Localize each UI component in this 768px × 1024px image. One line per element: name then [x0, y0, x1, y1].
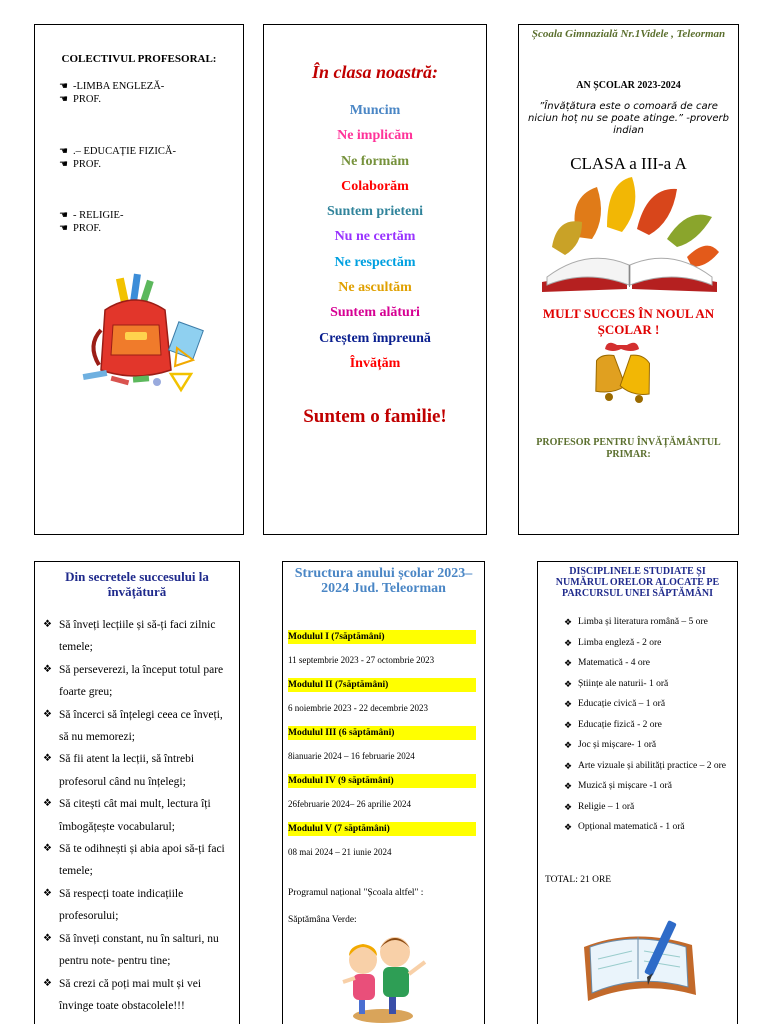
class-value-item: Colaborăm: [341, 178, 409, 194]
our-class-title: În clasa noastră:: [311, 62, 439, 82]
subject-item: [564, 674, 733, 695]
school-name: Școala Gimnazială Nr.1Videle , Teleorman: [531, 28, 726, 40]
extra-programs: [288, 880, 478, 934]
success-tip-item: [43, 704, 233, 749]
success-wish: MULT SUCCES ÎN NOUL AN ȘCOLAR !: [542, 306, 715, 337]
diamond-bullet-icon: ❖: [43, 843, 52, 855]
diamond-bullet-icon: ❖: [43, 887, 52, 899]
subject-item: [564, 694, 733, 715]
diamond-bullet-icon: ❖: [43, 798, 52, 810]
panel-our-class: [263, 24, 487, 535]
success-tip-item: [43, 659, 233, 704]
diamond-bullet-icon: ❖: [564, 719, 573, 730]
diamond-bullet-icon: ❖: [43, 977, 52, 989]
diamond-bullet-icon: ❖: [564, 822, 573, 832]
class-value-item: Suntem alături: [330, 305, 420, 321]
panel-subjects-hours: [537, 561, 738, 1024]
success-tip-text: Să încerci să înțelegi ceea ce înveți, să nu memorezi;: [59, 708, 223, 744]
subject-text: Limba engleză - 2 ore: [578, 637, 662, 648]
pointing-hand-icon: ☚: [59, 94, 68, 105]
diamond-bullet-icon: ❖: [564, 637, 573, 648]
diamond-bullet-icon: ❖: [564, 658, 573, 668]
subject-text: Limba și literatura română – 5 ore: [578, 617, 708, 627]
diamond-bullet-icon: ❖: [564, 781, 573, 791]
diamond-bullet-icon: ❖: [564, 678, 573, 689]
subject-item: [564, 797, 733, 818]
success-tip-text: Să crezi că poți mai mult și vei învinge toate obstacolele!!!: [59, 977, 202, 1012]
subject-item: [564, 776, 733, 797]
module-dates: 8ianuarie 2024 – 16 februarie 2024: [288, 751, 415, 761]
diamond-bullet-icon: ❖: [43, 708, 52, 720]
teacher-subject: -LIMBA ENGLEZĂ-: [73, 81, 165, 92]
subject-text: Matematică - 4 ore: [578, 658, 651, 668]
kids-illustration: [333, 932, 433, 1024]
diamond-bullet-icon: ❖: [564, 760, 573, 771]
subject-item: [564, 715, 733, 736]
notebook-pen-illustration: [574, 917, 704, 1007]
success-tip-text: Să înveți lecțiile și să-ți faci zilnic temele;: [59, 619, 216, 654]
panel-school-year-structure: [282, 561, 485, 1024]
subject-item: [564, 817, 733, 838]
subject-item: [564, 756, 733, 777]
success-tip-text: Să înveți constant, nu în salturi, nu pentru note- pentru tine;: [59, 932, 219, 968]
success-tips-list: [43, 614, 233, 1017]
teacher-subject: - RELIGIE-: [73, 210, 124, 221]
diamond-bullet-icon: ❖: [564, 801, 573, 812]
success-tip-text: Să fii atent la lecții, să întrebi profesorul când nu înțelegi;: [59, 753, 195, 788]
teacher-group: [59, 80, 164, 106]
module-name: Modulul V (7 săptămâni): [288, 822, 476, 836]
success-tip-text: Să perseverezi, la început totul pare foarte greu;: [59, 663, 224, 699]
subject-text: Religie – 1 oră: [578, 801, 635, 812]
total-hours: TOTAL: 21 ORE: [545, 875, 612, 885]
success-secrets-title: Din secretele succesului la învățătură: [65, 569, 209, 599]
success-tip-item: [43, 883, 233, 928]
module-name: Modulul I (7săptămâni): [288, 630, 476, 644]
subject-item: [564, 612, 733, 633]
class-value-item: Muncim: [349, 103, 401, 118]
success-tip-item: [43, 838, 233, 883]
class-name: CLASA a III-a A: [570, 154, 687, 173]
teacher-group: [59, 145, 176, 171]
pointing-hand-icon: ☚: [59, 210, 68, 221]
teacher-prof: PROF.: [73, 159, 102, 170]
modules-list: [288, 630, 476, 870]
school-bag-illustration: [75, 270, 205, 395]
module-name: Modulul IV (9 săptămâni): [288, 774, 476, 788]
teacher-prof: PROF.: [73, 223, 102, 234]
diamond-bullet-icon: ❖: [564, 740, 573, 750]
class-values-list: [264, 101, 486, 379]
subject-item: [564, 633, 733, 654]
module-dates: 26februarie 2024– 26 aprilie 2024: [288, 799, 411, 809]
class-value-item: Ne implicăm: [337, 128, 413, 144]
subject-text: Opțional matematică - 1 oră: [578, 822, 685, 832]
class-value-item: Creștem împreună: [319, 330, 431, 346]
class-value-item: Ne ascultăm: [338, 280, 412, 296]
primary-teacher-label: PROFESOR PENTRU ÎNVĂȚĂMÂNTUL PRIMAR:: [536, 437, 721, 460]
diamond-bullet-icon: ❖: [564, 617, 573, 627]
diamond-bullet-icon: ❖: [43, 753, 52, 765]
proverb-quote: ”Învățătura este o comoară de care niciun hoț nu se poate atinge.” -proverb indian: [528, 101, 729, 136]
school-year: AN ȘCOLAR 2023-2024: [576, 80, 681, 91]
bells-icon: [587, 339, 659, 409]
teachers-title: COLECTIVUL PROFESORAL:: [61, 53, 217, 65]
diamond-bullet-icon: ❖: [43, 932, 52, 944]
green-week: Săptămâna Verde:: [288, 915, 357, 925]
subject-text: Științe ale naturii- 1 oră: [578, 678, 669, 689]
success-tip-text: Să citești cât mai mult, lectura îți îmbogățește vocabularul;: [59, 798, 211, 833]
success-tip-item: [43, 973, 233, 1018]
school-different-program: Programul național "Școala altfel" :: [288, 888, 424, 898]
diamond-bullet-icon: ❖: [43, 619, 52, 630]
module-name: Modulul II (7săptămâni): [288, 678, 476, 692]
class-value-item: Nu ne certăm: [334, 229, 416, 245]
subject-text: Muzică și mișcare -1 oră: [578, 781, 672, 791]
class-value-item: Ne formăm: [340, 153, 410, 169]
structure-title: Structura anului școlar 2023– 2024 Jud. Teleorman: [294, 566, 473, 596]
success-tip-item: [43, 928, 233, 973]
success-tip-text: Să respecți toate indicațiile profesorului;: [59, 887, 184, 923]
subject-item: [564, 735, 733, 756]
success-tip-item: [43, 748, 233, 793]
pointing-hand-icon: ☚: [59, 223, 68, 234]
success-tip-item: [43, 614, 233, 659]
teacher-prof: PROF.: [73, 94, 102, 105]
panel-success-secrets: [34, 561, 240, 1024]
open-book-leaves-illustration: [537, 177, 722, 295]
subject-text: Educație civică – 1 oră: [578, 699, 666, 709]
module-dates: 6 noiembrie 2023 - 22 decembrie 2023: [288, 703, 428, 713]
success-tip-text: Să te odihnești și abia apoi să-ți faci temele;: [59, 843, 225, 878]
success-tip-item: [43, 793, 233, 838]
pointing-hand-icon: ☚: [59, 81, 68, 92]
diamond-bullet-icon: ❖: [43, 663, 52, 675]
subject-item: [564, 653, 733, 674]
class-value-item: Învățăm: [349, 355, 401, 371]
subject-text: Arte vizuale și abilități practice – 2 ore: [578, 760, 726, 771]
family-slogan: Suntem o familie!: [303, 406, 447, 427]
teacher-group: [59, 209, 123, 235]
teacher-subject: .– EDUCAȚIE FIZICĂ-: [73, 146, 176, 157]
module-dates: 08 mai 2024 – 21 iunie 2024: [288, 847, 392, 857]
subject-text: Joc și mișcare- 1 oră: [578, 740, 657, 750]
subjects-title: DISCIPLINELE STUDIATE ȘI NUMĂRUL ORELOR ALOCATE PE PARCURSUL UNEI SĂPTĂMÂNI: [555, 566, 720, 599]
pointing-hand-icon: ☚: [59, 146, 68, 157]
module-dates: 11 septembrie 2023 - 27 octombrie 2023: [288, 655, 435, 665]
subjects-list: [564, 612, 733, 838]
subject-text: Educație fizică - 2 ore: [578, 719, 662, 730]
class-value-item: Suntem prieteni: [326, 204, 424, 220]
panel-teachers: [34, 24, 244, 535]
diamond-bullet-icon: ❖: [564, 699, 573, 709]
module-name: Modulul III (6 săptămâni): [288, 726, 476, 740]
panel-cover: [518, 24, 739, 535]
class-value-item: Ne respectăm: [334, 254, 416, 270]
pointing-hand-icon: ☚: [59, 159, 68, 170]
